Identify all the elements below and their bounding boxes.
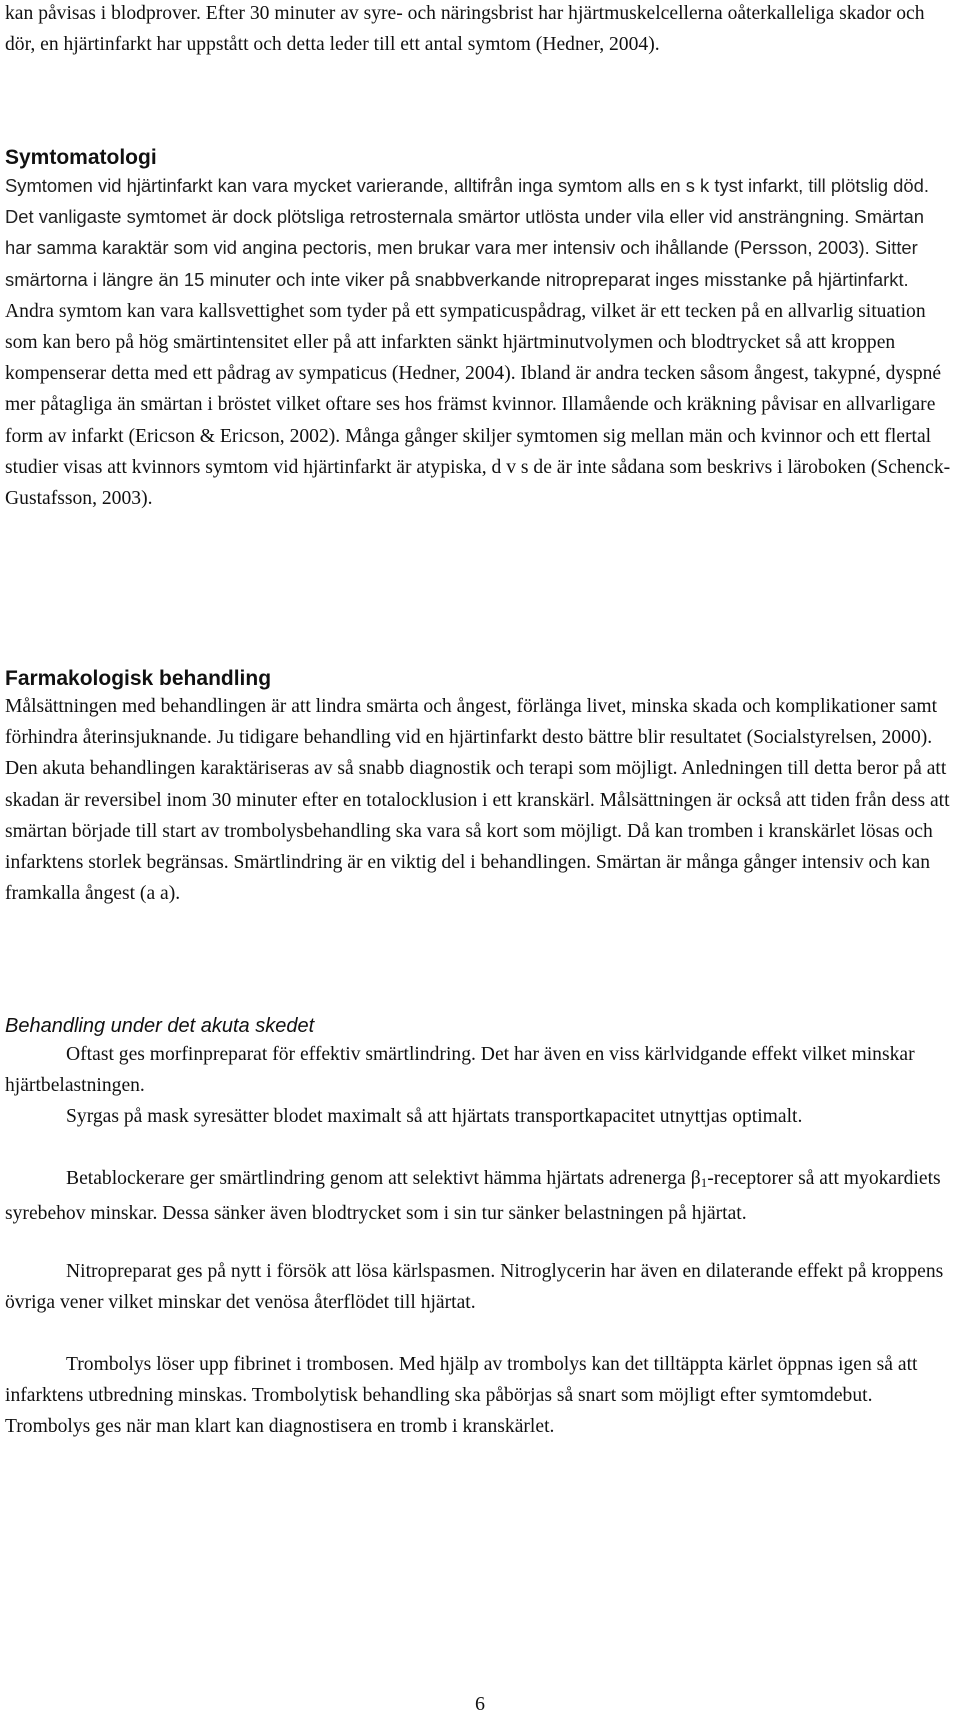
intro-paragraph: kan påvisas i blodprover. Efter 30 minuter av syre- och näringsbrist har hjärtmuskelcellerna oåterkalleliga skador och dör, en hjärtinfarkt har uppstått och detta leder till ett antal symtom (Hedner, 2004).	[5, 3, 925, 56]
section-heading-farmakologisk: Farmakologisk behandling	[5, 667, 272, 690]
subsection-heading-akut: Behandling under det akuta skedet	[5, 1015, 315, 1037]
beta-symbol: β	[690, 1168, 701, 1189]
farmakologisk-paragraph: Målsättningen med behandlingen är att lindra smärta och ångest, förlänga livet, minska skada och komplikationer samt förhindra återinsjuknande. Ju tidigare behandling vid en hjärtinfarkt desto bättre blir resultatet (Socialstyrelsen, 2000). Den akuta behandlingen karaktäriseras av så snabb diagnostik och terapi som möjligt. Anledningen till detta beror på att skadan är reversibel inom 30 minuter efter en totalocklusion i ett kranskärl. Målsättningen är också att tiden från dess att smärtan började till start av trombolysbehandling ska vara så kort som möjligt. Då kan tromben i kranskärlet lösas och infarktens storlek begränsas. Smärtlindring är en viktig del i behandlingen. Smärtan är många gånger intensiv och kan framkalla ångest (a a).	[5, 696, 950, 905]
akut-paragraph-morfin: Oftast ges morfinpreparat för effektiv smärtlindring. Det har även en viss kärlvidgande effekt vilket minskar hjärtbelastningen.	[5, 1044, 915, 1097]
page-number: 6	[475, 1693, 485, 1715]
beta-subscript: 1	[700, 1175, 708, 1190]
betablockerare-text-start: Betablockerare ger smärtlindring genom att selektivt hämma hjärtats adrenerga	[66, 1168, 691, 1189]
symtomatologi-text-serif: Andra symtom kan vara kallsvettighet som tyder på ett sympaticuspådrag, vilket är ett tecken på en allvarlig situation som kan bero på hög smärtintensitet eller på att infarkten sänkt hjärtminutvolymen och blodtrycket så att kroppen kompenserar detta med ett pådrag av sympaticus (Hedner, 2004). Ibland är andra tecken såsom ångest, takypné, dyspné mer påtagliga än smärtan i bröstet vilket oftare ses hos främst kvinnor. Illamående och kräkning påvisar en allvarligare form av infarkt (Ericson & Ericson, 2002). Många gånger skiljer symtomen sig mellan män och kvinnor och ett flertal studier visas att kvinnors symtom vid hjärtinfarkt är atypiska, d v s de är inte sådana som beskrivs i läroboken (Schenck-Gustafsson, 2003).	[5, 300, 951, 510]
akut-paragraph-syrgas: Syrgas på mask syresätter blodet maximalt så att hjärtats transportkapacitet utnyttjas optimalt.	[66, 1106, 803, 1127]
symtomatologi-paragraph	[5, 170, 955, 514]
akut-paragraph-nitropreparat: Nitropreparat ges på nytt i försök att lösa kärlspasmen. Nitroglycerin har även en dilaterande effekt på kroppens övriga vener vilket minskar det venösa återflödet till hjärtat.	[5, 1261, 944, 1314]
akut-paragraph-betablockerare	[5, 1163, 955, 1229]
section-heading-symtomatologi: Symtomatologi	[5, 146, 157, 169]
betablockerare-text-end: -receptorer så att myokardiets syrebehov minskar. Dessa sänker även blodtrycket som i sin tur sänker belastningen på hjärtat.	[5, 1168, 941, 1225]
akut-paragraph-trombolys: Trombolys löser upp fibrinet i trombosen. Med hjälp av trombolys kan det tilltäppta kärlet öppnas igen så att infarktens utbredning minskas. Trombolytisk behandling ska påbörjas så snart som möjligt efter symtomdebut. Trombolys ges när man klart kan diagnostisera en tromb i kranskärlet.	[5, 1354, 918, 1438]
symtomatologi-text-sans: Symtomen vid hjärtinfarkt kan vara mycket varierande, alltifrån inga symtom alls en s k tyst infarkt, till plötslig död. Det vanligaste symtomet är dock plötsliga retrosternala smärtor utlösta under vila eller vid ansträngning. Smärtan har samma karaktär som vid angina pectoris, men brukar vara mer intensiv och ihållande (Persson, 2003). Sitter smärtorna i längre än 15 minuter och inte viker på snabbverkande nitropreparat inges misstanke på hjärtinfarkt.	[5, 175, 929, 290]
